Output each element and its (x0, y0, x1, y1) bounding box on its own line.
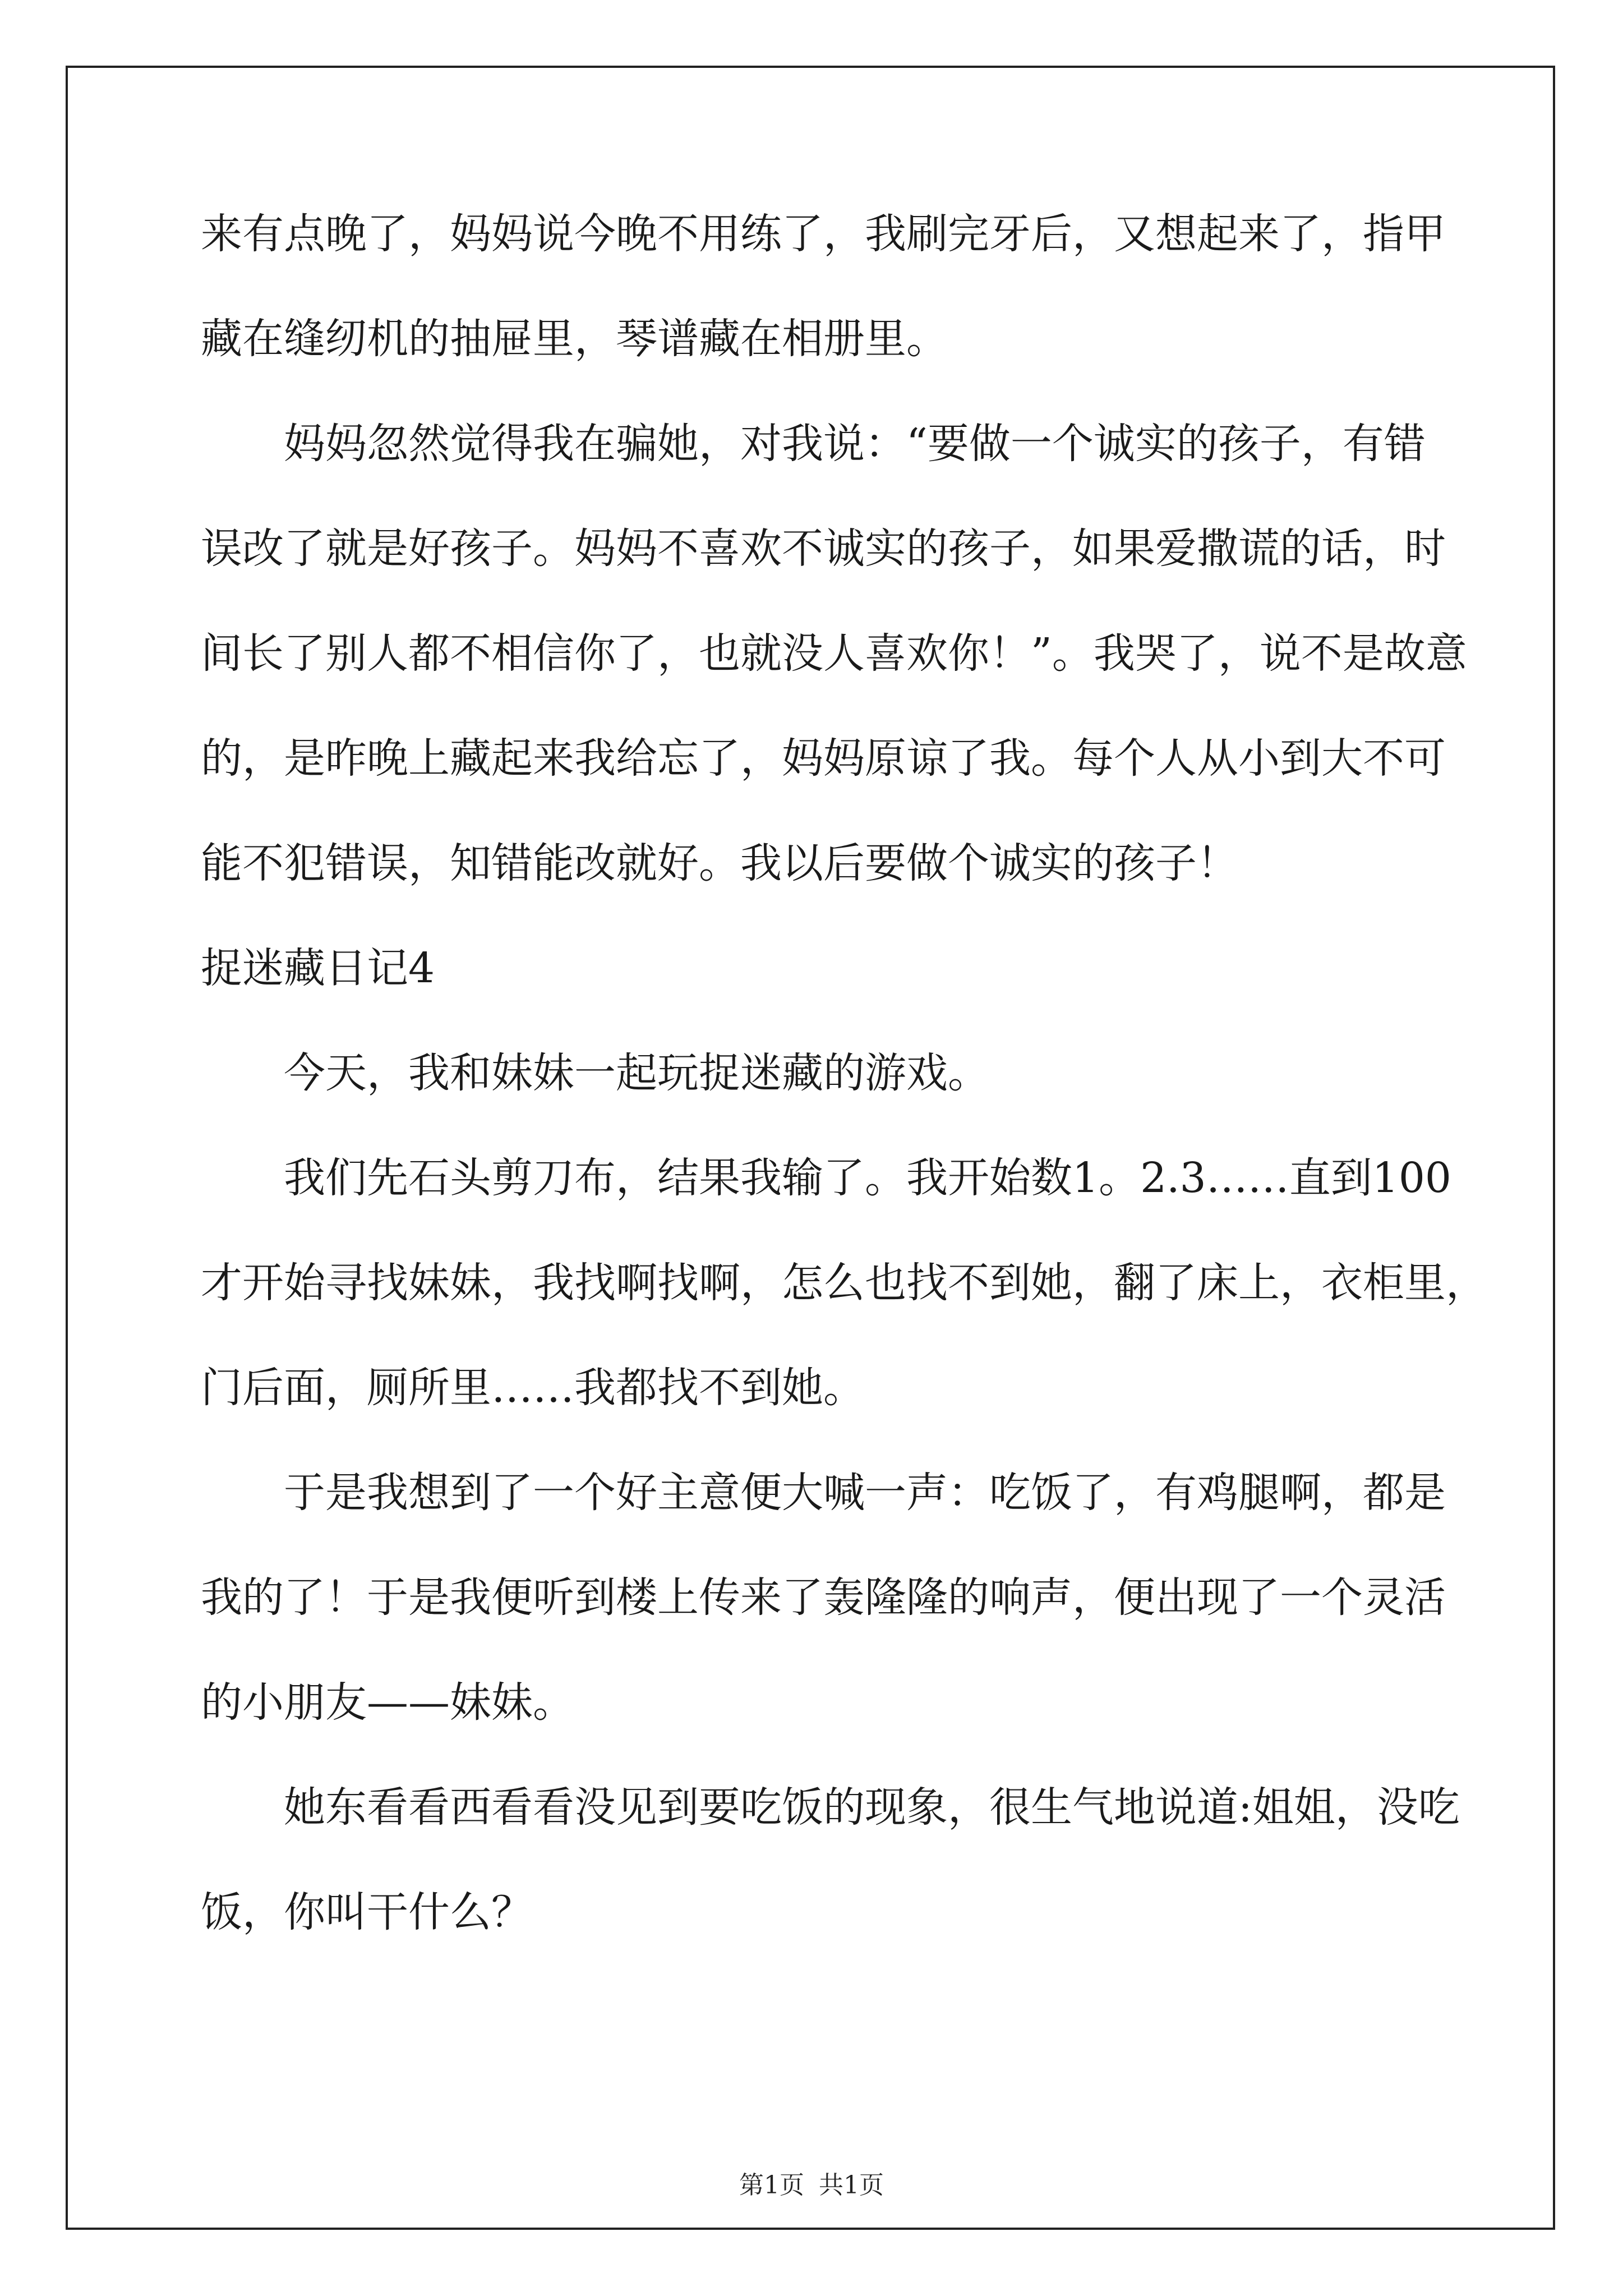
text-line: 我的了！于是我便听到楼上传来了轰隆隆的响声，便出现了一个灵活 (201, 1573, 1446, 1622)
text-line: 妈妈忽然觉得我在骗她，对我说：“要做一个诚实的孩子，有错 (284, 420, 1426, 468)
text-line: 饭，你叫干什么？ (201, 1888, 533, 1936)
page-footer (0, 2169, 1623, 2202)
section-heading: 捉迷藏日记4 (201, 944, 435, 992)
paragraph-1 (201, 208, 1446, 366)
document-body (201, 208, 1487, 1991)
text-line: 的，是昨晚上藏起来我给忘了，妈妈原谅了我。每个人从小到大不可 (201, 734, 1446, 783)
text-line: 于是我想到了一个好主意便大喊一声：吃饭了，有鸡腿啊，都是 (284, 1469, 1446, 1517)
paragraph-6 (201, 1781, 1460, 1939)
text-line: 能不犯错误，知错能改就好。我以后要做个诚实的孩子！ (201, 839, 1238, 887)
page-total: 共1页 (819, 2171, 884, 2200)
text-line: 间长了别人都不相信你了，也就没人喜欢你！”。我哭了，说不是故意 (201, 629, 1467, 678)
text-line: 来有点晚了，妈妈说今晚不用练了，我刷完牙后，又想起来了，指甲 (201, 210, 1446, 258)
text-line: 我们先石头剪刀布，结果我输了。我开始数1。2.3……直到100 (284, 1154, 1452, 1202)
paragraph-5 (201, 1466, 1446, 1729)
text-line: 她东看看西看看没见到要吃饭的现象，很生气地说道:姐姐，没吃 (284, 1783, 1460, 1832)
text-line: 门后面，厕所里……我都找不到她。 (201, 1364, 865, 1412)
paragraph-2 (201, 417, 1467, 890)
paragraph-4 (201, 1152, 1487, 1415)
text-line: 藏在缝纫机的抽屉里，琴谱藏在相册里。 (201, 315, 948, 363)
text-line: 的小朋友——妹妹。 (201, 1678, 574, 1727)
page-number: 第1页 (739, 2171, 804, 2200)
text-line: 今天，我和妹妹一起玩捉迷藏的游戏。 (284, 1049, 989, 1097)
text-line: 误改了就是好孩子。妈妈不喜欢不诚实的孩子，如果爱撒谎的话，时 (201, 524, 1446, 573)
paragraph-3 (201, 1047, 1423, 1100)
text-line: 才开始寻找妹妹，我找啊找啊，怎么也找不到她，翻了床上，衣柜里， (201, 1259, 1487, 1307)
